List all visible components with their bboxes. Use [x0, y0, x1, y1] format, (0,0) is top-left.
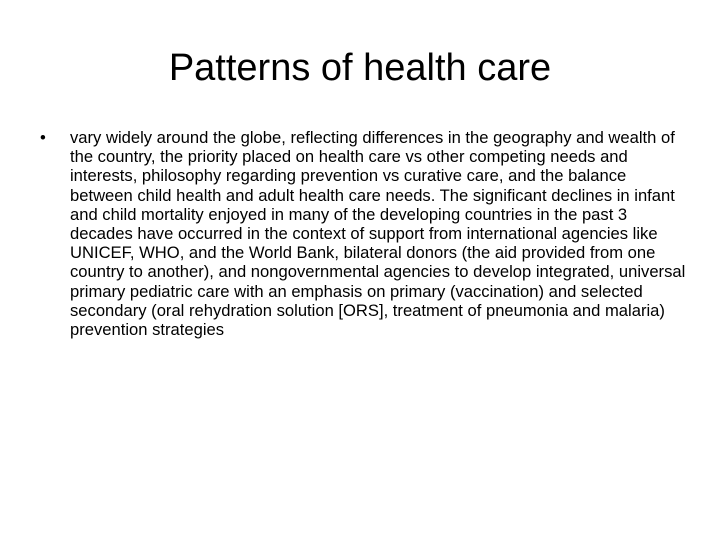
bullet-text: vary widely around the globe, reflecting differences in the geography and wealth of the country, the priority placed on health care vs other competing needs and interests, philosophy regarding prevention vs curative care, and the balance between child health and adult health care needs. The significant declines in infant and child mortality enjoyed in many of the developing countries in the past 3 decades have occurred in the context of support from international agencies like UNICEF, WHO, and the World Bank, bilateral donors (the aid provided from one country to another), and nongovernmental agencies to develop integrated, universal primary pediatric care with an emphasis on primary (vaccination) and selected secondary (oral rehydration solution [ORS], treatment of pneumonia and malaria) prevention strategies — [70, 128, 686, 340]
bullet-item — [40, 128, 690, 339]
bullet-list — [40, 128, 690, 339]
bullet-marker: • — [40, 128, 46, 147]
slide-title: Patterns of health care — [168, 47, 552, 89]
